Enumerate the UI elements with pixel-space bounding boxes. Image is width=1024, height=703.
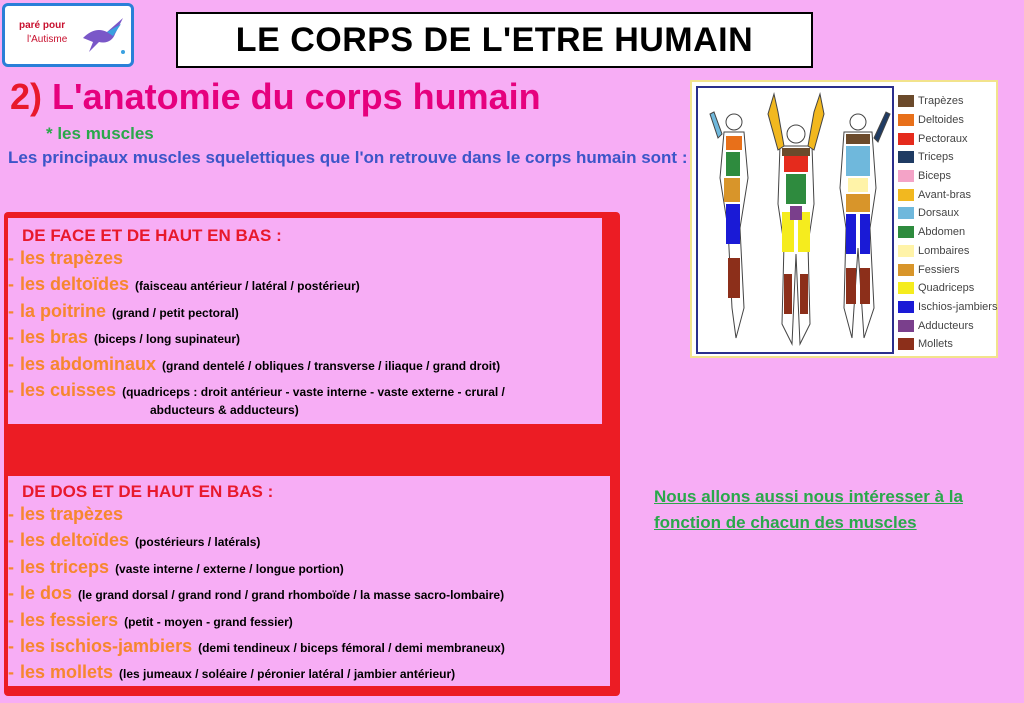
- legend-swatch: [898, 189, 914, 201]
- muscle-detail: (quadriceps : droit antérieur - vaste interne - vaste externe - crural /: [122, 384, 505, 399]
- figure-side: [710, 112, 748, 338]
- legend-label: Fessiers: [918, 263, 960, 276]
- intro-text: Les principaux muscles squelettiques que l'on retrouve dans le corps humain sont :: [8, 148, 688, 167]
- list-item: - les ischios-jambiers (demi tendineux / biceps fémoral / demi membraneux): [8, 635, 505, 656]
- legend-label: Deltoides: [918, 114, 964, 127]
- legend-swatch: [898, 301, 914, 313]
- list-item: - les deltoïdes (postérieurs / latérals): [8, 530, 261, 551]
- legend-item: [898, 167, 997, 186]
- legend-label: Mollets: [918, 338, 953, 351]
- muscle-detail: (grand / petit pectoral): [112, 305, 239, 320]
- list-item: - les abdominaux (grand dentelé / obliques / transverse / iliaque / grand droit): [8, 353, 501, 374]
- legend-swatch: [898, 245, 914, 257]
- legend-item: [898, 111, 997, 130]
- legend-swatch: [898, 95, 914, 107]
- muscle-detail: (faisceau antérieur / latéral / postérieur): [135, 279, 360, 294]
- legend-label: Pectoraux: [918, 132, 968, 145]
- section-heading: L'anatomie du corps humain: [52, 76, 541, 117]
- legend-item: [898, 279, 997, 298]
- logo-line1: paré pour: [19, 20, 66, 31]
- front-list: [8, 248, 505, 417]
- muscle-name: le dos: [20, 583, 73, 604]
- legend-item: [898, 242, 997, 261]
- anatomy-illustration: [696, 86, 894, 354]
- list-item: - les deltoïdes (faisceau antérieur / latéral / postérieur): [8, 274, 360, 295]
- muscle-detail: (le grand dorsal / grand rond / grand rhomboïde / la masse sacro-lombaire): [78, 588, 505, 603]
- figure-front: [768, 94, 824, 344]
- list-item: - les bras (biceps / long supinateur): [8, 327, 241, 348]
- legend-swatch: [898, 264, 914, 276]
- legend-label: Trapèzes: [918, 95, 964, 108]
- muscle-name: la poitrine: [20, 300, 107, 321]
- front-heading: DE FACE ET DE HAUT EN BAS :: [22, 226, 282, 245]
- legend-swatch: [898, 282, 914, 294]
- back-panel: [8, 476, 610, 686]
- legend-item: [898, 260, 997, 279]
- legend-swatch: [898, 133, 914, 145]
- legend-swatch: [898, 170, 914, 182]
- legend-item: [898, 204, 997, 223]
- legend-label: Lombaires: [918, 244, 970, 257]
- muscle-name: les cuisses: [20, 379, 117, 400]
- muscle-detail: (biceps / long supinateur): [94, 332, 241, 347]
- legend-item: [898, 148, 997, 167]
- muscle-detail: (postérieurs / latérals): [135, 535, 261, 550]
- muscle-detail: (grand dentelé / obliques / transverse / iliaque / grand droit): [162, 358, 501, 373]
- legend-item: [898, 298, 997, 317]
- legend-swatch: [898, 320, 914, 332]
- legend-item: [898, 185, 997, 204]
- logo-line2: l'Autisme: [27, 34, 68, 45]
- muscle-detail: (demi tendineux / biceps fémoral / demi membraneux): [198, 640, 505, 655]
- figure-back: [840, 112, 890, 338]
- muscle-name: les triceps: [20, 556, 110, 577]
- muscle-legend: [898, 92, 997, 354]
- list-item: - les trapèzes: [8, 504, 124, 524]
- muscle-name: les fessiers: [20, 609, 119, 630]
- legend-label: Ischios-jambiers: [918, 300, 998, 313]
- list-item: - les cuisses (quadriceps : droit antérieur - vaste interne - vaste externe - crural / abducteurs & adducteurs): [8, 379, 505, 417]
- legend-swatch: [898, 207, 914, 219]
- legend-item: [898, 223, 997, 242]
- muscle-detail: (vaste interne / externe / longue portion): [115, 561, 344, 576]
- muscle-detail-continued: abducteurs & adducteurs): [150, 402, 299, 417]
- muscle-name: les abdominaux: [20, 353, 157, 374]
- legend-label: Triceps: [918, 151, 954, 164]
- legend-swatch: [898, 114, 914, 126]
- muscle-figures-illustration: [698, 88, 892, 352]
- front-panel: [8, 218, 602, 424]
- back-heading: DE DOS ET DE HAUT EN BAS :: [22, 482, 274, 501]
- bottom-note: Nous allons aussi nous intéresser à la fonction de chacun des muscles: [654, 487, 963, 532]
- legend-label: Biceps: [918, 170, 952, 183]
- page-title: LE CORPS DE L'ETRE HUMAIN: [235, 20, 754, 59]
- muscle-name: les trapèzes: [20, 504, 124, 524]
- legend-swatch: [898, 338, 914, 350]
- subtitle: * les muscles: [46, 124, 154, 143]
- muscle-detail: (petit - moyen - grand fessier): [124, 614, 293, 629]
- list-item: - le dos (le grand dorsal / grand rond / grand rhomboïde / la masse sacro-lombaire): [8, 583, 505, 604]
- section-title: [10, 76, 541, 118]
- logo: [2, 3, 134, 67]
- legend-label: Quadriceps: [918, 282, 975, 295]
- legend-label: Adducteurs: [918, 319, 974, 332]
- page-title-box: [176, 12, 813, 68]
- legend-swatch: [898, 151, 914, 163]
- anatomy-figure: [690, 80, 998, 358]
- muscle-name: les deltoïdes: [20, 530, 130, 551]
- muscle-name: les trapèzes: [20, 248, 124, 268]
- muscle-name: les mollets: [20, 662, 114, 683]
- muscle-name: les bras: [20, 327, 89, 348]
- muscle-name: les deltoïdes: [20, 274, 130, 295]
- muscle-detail: (les jumeaux / soléaire / péronier latéral / jambier antérieur): [119, 667, 456, 682]
- list-item: - les fessiers (petit - moyen - grand fessier): [8, 609, 293, 630]
- legend-label: Dorsaux: [918, 207, 959, 220]
- back-list: [8, 504, 505, 689]
- section-number: 2): [10, 76, 43, 117]
- muscle-name: les ischios-jambiers: [20, 635, 193, 656]
- list-item: - les mollets (les jumeaux / soléaire / péronier latéral / jambier antérieur): [8, 662, 456, 683]
- legend-item: [898, 92, 997, 111]
- legend-label: Abdomen: [918, 226, 966, 239]
- legend-item: [898, 129, 997, 148]
- list-item: - les trapèzes: [8, 248, 124, 268]
- list-item: - les triceps (vaste interne / externe / longue portion): [8, 556, 344, 577]
- legend-item: [898, 316, 997, 335]
- list-item: - la poitrine (grand / petit pectoral): [8, 300, 239, 321]
- legend-label: Avant-bras: [918, 188, 971, 201]
- hummingbird-icon: [77, 12, 129, 60]
- legend-item: [898, 335, 997, 354]
- legend-swatch: [898, 226, 914, 238]
